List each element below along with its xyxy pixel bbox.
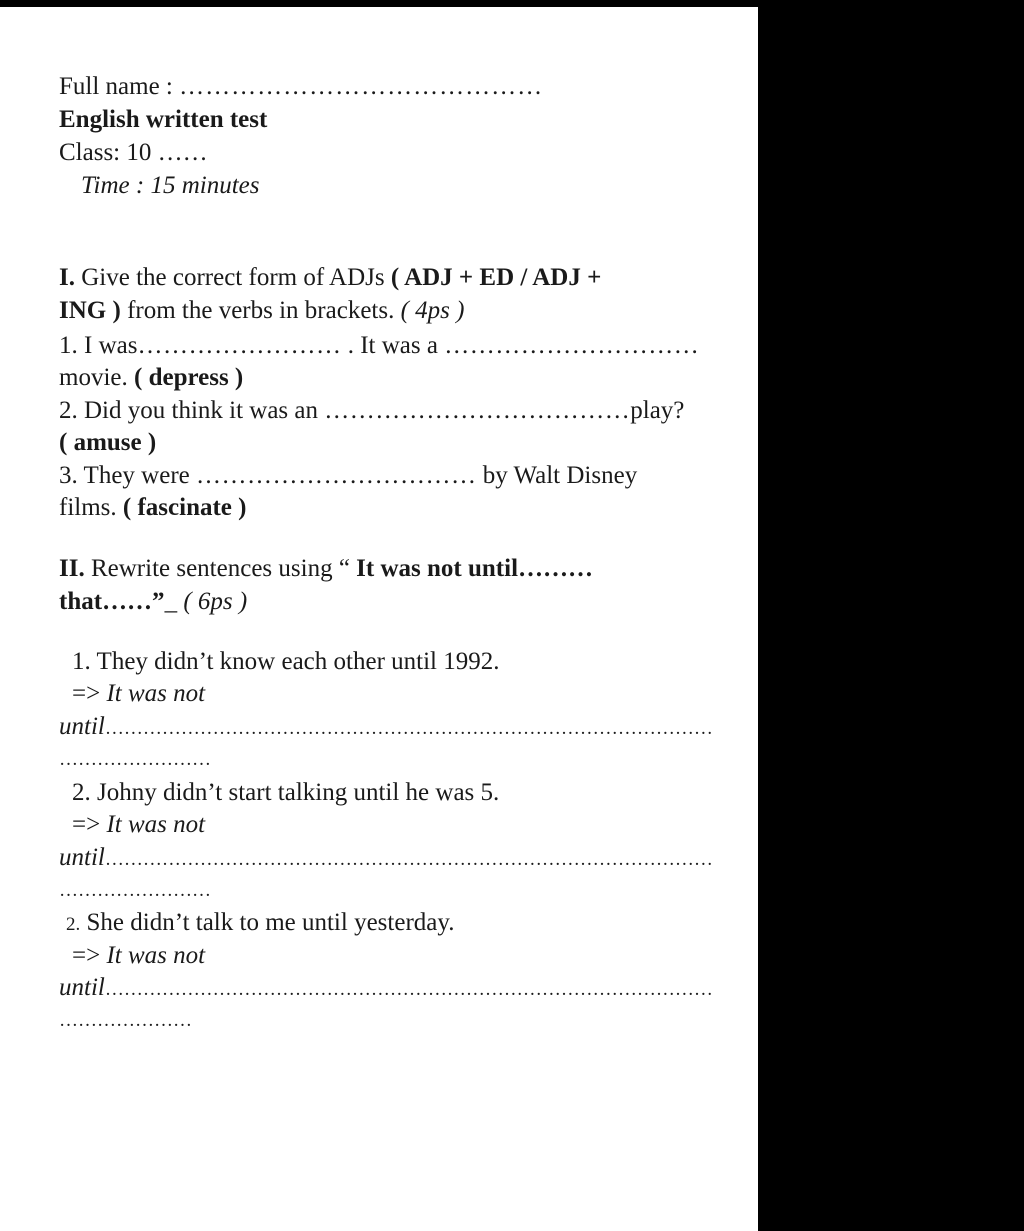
question3-line2 bbox=[59, 492, 246, 524]
question3-line1 bbox=[59, 460, 637, 492]
full-name-line bbox=[59, 71, 543, 103]
section1-points: ( 4ps ) bbox=[400, 297, 465, 324]
section2-phrase-b: that……” bbox=[59, 588, 165, 615]
question3-blank: …………………………… bbox=[196, 462, 477, 489]
rewrite-item-2-number: 2. bbox=[72, 779, 91, 806]
rewrite-item-1-arrow: => bbox=[72, 680, 107, 707]
question1-text-a: 1. I was bbox=[59, 332, 138, 359]
rewrite-item-2-prompt-line bbox=[72, 809, 205, 841]
question3-text-c: films. bbox=[59, 494, 123, 521]
full-name-blank: …………………………………… bbox=[179, 73, 544, 100]
section1-instruction-b: from the verbs in brackets. bbox=[120, 297, 401, 324]
section1-instruction-line1 bbox=[59, 262, 601, 294]
rewrite-item-3-number: 2. bbox=[66, 914, 81, 935]
section2-points: ( 6ps ) bbox=[177, 588, 248, 615]
section1-formula-a: ( ADJ + ED / ADJ + bbox=[390, 264, 602, 291]
test-title: English written test bbox=[59, 106, 268, 133]
class-blank: …… bbox=[157, 139, 208, 166]
rewrite-item-3-until: until bbox=[59, 974, 105, 1001]
rewrite-item-1-answer-line bbox=[59, 711, 713, 745]
rewrite-item-1-number: 1. bbox=[72, 648, 91, 675]
rewrite-item-2-until: until bbox=[59, 844, 105, 871]
section1-instruction-a: Give the correct form of ADJs bbox=[81, 264, 391, 291]
rewrite-item-3-prompt-line bbox=[72, 940, 205, 972]
full-name-label: Full name : bbox=[59, 73, 173, 100]
question2-hint: ( amuse ) bbox=[59, 429, 157, 456]
section2-instruction-line1 bbox=[59, 553, 593, 585]
question1-hint: ( depress ) bbox=[134, 364, 244, 391]
question1-blank2: ………………………… bbox=[444, 332, 700, 359]
rewrite-item-1-text: They didn’t know each other until 1992. bbox=[90, 648, 500, 675]
class-line bbox=[59, 137, 208, 169]
rewrite-item-2-answer-line bbox=[59, 842, 713, 876]
question2-line1 bbox=[59, 395, 684, 427]
rewrite-item-3-answer-line bbox=[59, 972, 713, 1006]
rewrite-item-2-arrow: => bbox=[72, 811, 107, 838]
section1-instruction-line2 bbox=[59, 295, 464, 327]
rewrite-item-2-text: Johny didn’t start talking until he was 5. bbox=[90, 779, 500, 806]
time-limit: Time : 15 minutes bbox=[81, 172, 260, 199]
section2-dash: _ bbox=[164, 588, 178, 615]
question1-line2 bbox=[59, 362, 243, 394]
question1-line1 bbox=[59, 330, 699, 362]
rewrite-item-1-blank2: …………………… bbox=[59, 749, 211, 770]
question3-hint: ( fascinate ) bbox=[122, 494, 247, 521]
section1-formula-b: ING ) bbox=[59, 297, 121, 324]
question1-text-b: . It was a bbox=[341, 332, 445, 359]
rewrite-item-2-blank2: …………………… bbox=[59, 880, 211, 901]
rewrite-item-3-blank2: ………………… bbox=[59, 1010, 192, 1031]
rewrite-item-1-blank1: …………………………………………………………………………………… bbox=[104, 718, 713, 739]
question2-blank: ……………………………… bbox=[324, 397, 631, 424]
question2-text-b: play? bbox=[630, 397, 685, 424]
question3-text-b: by Walt Disney bbox=[476, 462, 638, 489]
question3-text-a: 3. They were bbox=[59, 462, 196, 489]
section2-numeral: II. bbox=[59, 555, 85, 582]
section2-instruction-line2 bbox=[59, 586, 247, 618]
rewrite-item-1-until: until bbox=[59, 713, 105, 740]
rewrite-item-3-blank1: …………………………………………………………………………………… bbox=[104, 979, 713, 1000]
class-label: Class: 10 bbox=[59, 139, 152, 166]
section2-phrase-a: It was not until……… bbox=[356, 555, 594, 582]
section1-numeral: I. bbox=[59, 264, 75, 291]
section2-instruction: Rewrite sentences using “ bbox=[84, 555, 357, 582]
question1-text-c: movie. bbox=[59, 364, 134, 391]
question2-text-a: 2. Did you think it was an bbox=[59, 397, 325, 424]
rewrite-item-3-sentence bbox=[66, 907, 455, 941]
rewrite-item-1-prompt: It was not bbox=[106, 680, 206, 707]
question1-blank1: …………………… bbox=[137, 332, 342, 359]
rewrite-item-2-sentence bbox=[72, 777, 499, 809]
rewrite-item-1-sentence bbox=[72, 646, 499, 678]
rewrite-item-1-prompt-line bbox=[72, 678, 205, 710]
rewrite-item-2-prompt: It was not bbox=[106, 811, 206, 838]
rewrite-item-3-text: She didn’t talk to me until yesterday. bbox=[80, 909, 455, 936]
rewrite-item-2-blank1: …………………………………………………………………………………… bbox=[104, 849, 713, 870]
rewrite-item-3-arrow: => bbox=[72, 942, 107, 969]
rewrite-item-3-prompt: It was not bbox=[106, 942, 206, 969]
